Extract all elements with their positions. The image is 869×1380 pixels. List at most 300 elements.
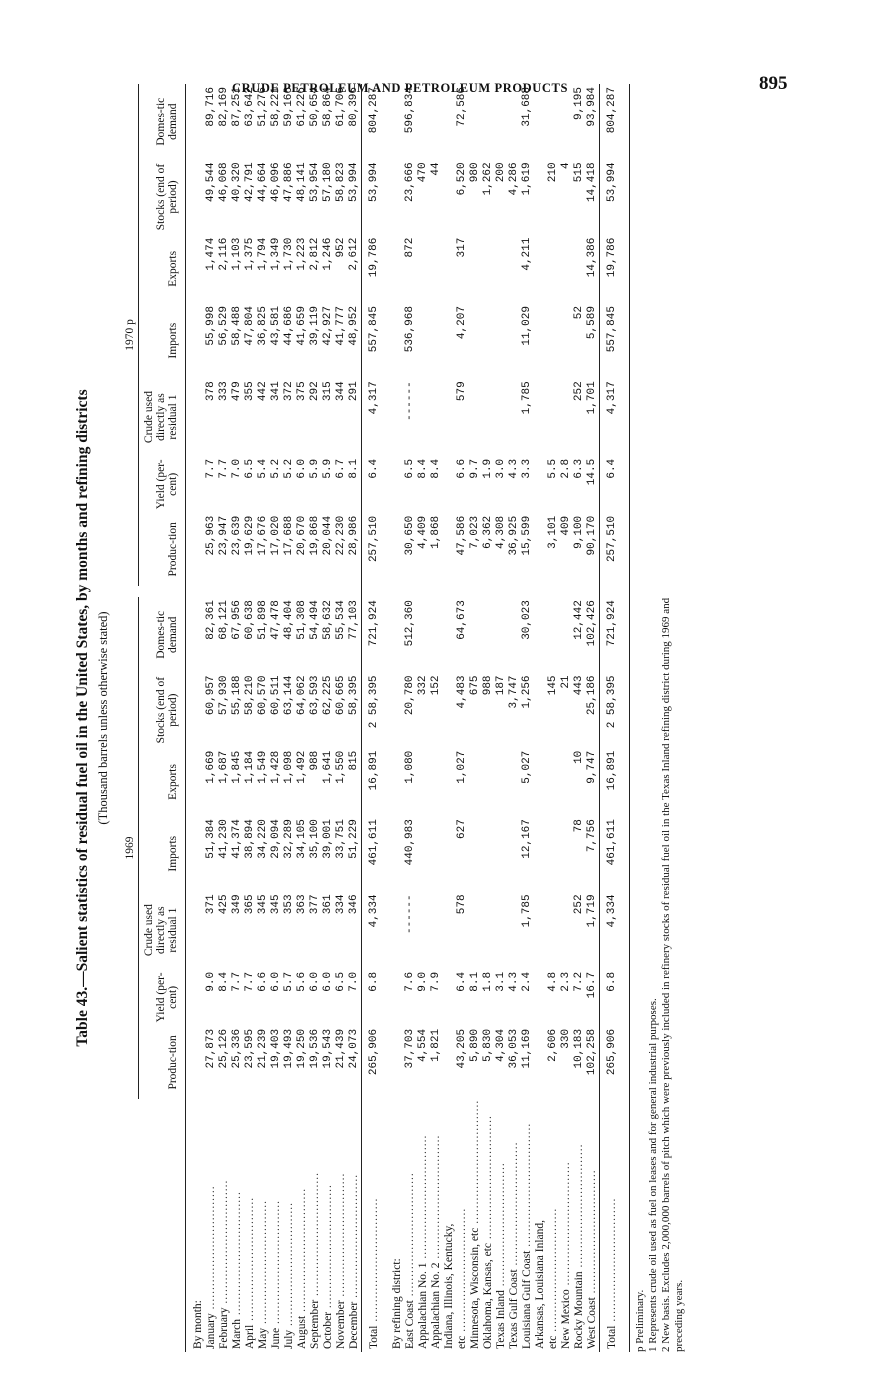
cell: 200: [495, 162, 507, 183]
cell: [385, 378, 404, 456]
cell: 5,890: [469, 1028, 481, 1062]
cell: [534, 303, 547, 378]
cell: [547, 816, 560, 891]
cell: 19,493: [283, 1028, 295, 1069]
cell: [508, 378, 521, 456]
cell: 1,641: [322, 750, 334, 784]
column-header: Stocks (end of period): [155, 163, 179, 231]
table-row: [335, 84, 348, 1352]
cell: [443, 816, 456, 891]
cell: 34,220: [257, 819, 269, 859]
cell: 34,105: [296, 819, 308, 859]
column-header: Domes-tic demand: [155, 97, 179, 146]
cell: [495, 84, 508, 159]
cell: [430, 597, 443, 672]
table-row: [296, 84, 309, 1352]
cell: [534, 597, 547, 672]
cell: [482, 235, 495, 303]
cell: [547, 378, 560, 456]
cell: 44: [430, 162, 442, 176]
cell: 33,751: [335, 819, 347, 859]
cell: 58,632: [322, 600, 334, 640]
cell: 102,258: [586, 1028, 598, 1076]
table-body: [186, 84, 624, 1352]
cell: 16,891: [362, 748, 386, 816]
table-row: [205, 84, 218, 1352]
table-title: Table 43.—Salient statistics of residual fuel oil in the United States, by months and refining districts: [74, 389, 91, 1047]
cell: 1.8: [482, 971, 494, 992]
cell: 1,184: [244, 750, 256, 784]
cell: 353: [283, 894, 295, 915]
cell: [186, 84, 206, 159]
cell: 93,984: [586, 87, 598, 127]
spacer: [573, 586, 586, 597]
cell: 47,478: [270, 600, 282, 640]
cell: 1,701: [586, 381, 598, 415]
row-label: Appalachian No. 2 ................................: [430, 1134, 442, 1349]
cell: [469, 84, 482, 159]
cell: 317: [456, 237, 468, 258]
cell: 6,520: [456, 162, 468, 196]
cell: 6.3: [573, 458, 585, 479]
cell: 479: [231, 381, 243, 402]
cell: [385, 513, 404, 586]
cell: [417, 748, 430, 816]
cell: 32,289: [283, 819, 295, 859]
cell: 596,834: [404, 87, 416, 134]
cell: [186, 378, 206, 456]
cell: [186, 159, 206, 234]
cell: [443, 1026, 456, 1099]
cell: 53,954: [309, 162, 321, 202]
cell: [482, 597, 495, 672]
cell: [469, 303, 482, 378]
cell: [186, 597, 206, 672]
table-row: [534, 84, 547, 1352]
column-header: Exports: [167, 250, 179, 287]
cell: 14.5: [586, 458, 598, 486]
cell: 17,676: [257, 515, 269, 556]
spacer: [244, 586, 257, 597]
cell: [417, 303, 430, 378]
cell: [469, 891, 482, 969]
spacer: [508, 586, 521, 597]
cell: [495, 748, 508, 816]
cell: 409: [560, 515, 572, 536]
cell: 7.7: [244, 971, 256, 992]
cell: 9.7: [469, 458, 481, 479]
cell: 2.3: [560, 971, 572, 992]
cell: 22,230: [335, 515, 347, 556]
cell: [417, 378, 430, 456]
cell: [385, 891, 404, 969]
cell: 80,396: [348, 87, 360, 127]
cell: 82,361: [205, 600, 217, 640]
column-header: Yield (per-cent): [155, 459, 179, 510]
cell: [547, 235, 560, 303]
cell: 341: [270, 381, 282, 402]
cell: 1,845: [231, 750, 243, 784]
cell: 152: [430, 675, 442, 696]
column-header: Exports: [167, 764, 179, 800]
cell: 11,029: [521, 306, 533, 346]
spacer: [417, 586, 430, 597]
cell: 265,906: [362, 1026, 386, 1099]
row-label: Total ................................: [600, 1099, 624, 1352]
cell: [186, 672, 206, 747]
cell: [534, 513, 547, 586]
cell: [534, 748, 547, 816]
cell: 5,830: [482, 1028, 494, 1062]
cell: 210: [547, 162, 559, 183]
cell: [534, 456, 547, 513]
cell: 54,494: [309, 600, 321, 640]
cell: 425: [218, 894, 230, 915]
cell: 9,100: [573, 515, 585, 549]
cell: [443, 672, 456, 747]
cell: 627: [456, 819, 468, 839]
cell: 4,304: [495, 1028, 507, 1062]
cell: [560, 597, 573, 672]
cell: 1,349: [270, 237, 282, 271]
cell: 60,665: [335, 675, 347, 716]
cell: 57,180: [322, 162, 334, 202]
cell: [547, 597, 560, 672]
cell: [534, 84, 547, 159]
row-label: West Coast ................................: [586, 1169, 598, 1349]
spacer: [257, 586, 270, 597]
cell: 46,068: [218, 162, 230, 202]
cell: 42,791: [244, 162, 256, 202]
cell: 1,428: [270, 750, 282, 784]
cell: 7,756: [586, 819, 598, 853]
cell: 1,375: [244, 237, 256, 271]
cell: 43,205: [456, 1028, 468, 1069]
cell: 36,825: [257, 306, 269, 346]
column-header: Produc-tion: [167, 1035, 179, 1090]
cell: 1,669: [205, 750, 217, 784]
cell: 7.0: [348, 971, 360, 992]
cell: 1,619: [521, 162, 533, 196]
cell: 63,144: [283, 675, 295, 716]
cell: 265,906: [600, 1026, 624, 1099]
cell: 5.9: [309, 458, 321, 479]
cell: [495, 378, 508, 456]
cell: 3.1: [495, 971, 507, 992]
cell: 7.6: [404, 971, 416, 992]
cell: 1,549: [257, 750, 269, 784]
row-label: March ................................: [231, 1191, 243, 1349]
cell: [482, 748, 495, 816]
cell: 8.4: [430, 458, 442, 479]
cell: [430, 378, 443, 456]
cell: [443, 456, 456, 513]
cell: 442: [257, 381, 269, 402]
cell: [385, 748, 404, 816]
cell: 25,126: [218, 1028, 230, 1069]
cell: [482, 84, 495, 159]
cell: 371: [205, 894, 217, 915]
cell: 377: [309, 894, 321, 915]
table-row: [417, 84, 430, 1352]
cell: 77,103: [348, 600, 360, 640]
cell: 345: [270, 894, 282, 915]
cell: 6.4: [600, 456, 624, 513]
cell: 51,276: [257, 87, 269, 127]
cell: 19,786: [362, 235, 386, 303]
column-header: Crude used directly as residual 1: [143, 904, 179, 957]
spacer: [205, 586, 218, 597]
cell: 440,983: [404, 819, 416, 866]
cell: [495, 597, 508, 672]
cell: 21,439: [335, 1028, 347, 1069]
cell: 1,246: [322, 237, 334, 271]
cell: 56,529: [218, 306, 230, 346]
column-header: Crude used directly as residual 1: [143, 391, 179, 444]
cell: 23,947: [218, 515, 230, 556]
cell: 59,166: [283, 87, 295, 127]
cell: 257,510: [362, 513, 386, 586]
row-label: August ................................: [296, 1187, 308, 1349]
cell: 4.3: [508, 458, 520, 479]
table-row: [443, 84, 456, 1352]
cell: 4,308: [495, 515, 507, 549]
cell: 46,096: [270, 162, 282, 202]
cell: [547, 748, 560, 816]
cell: 6.5: [335, 971, 347, 992]
cell: 1,730: [283, 237, 295, 271]
cell: 30,650: [404, 515, 416, 556]
row-label: Total ................................: [362, 1099, 386, 1352]
cell: 6.0: [296, 458, 308, 479]
cell: 90,170: [586, 515, 598, 556]
cell: 365: [244, 894, 256, 915]
cell: 5.9: [322, 458, 334, 479]
cell: 7.0: [231, 458, 243, 479]
table-row: [573, 84, 586, 1352]
cell: [482, 891, 495, 969]
cell: 40,320: [231, 162, 243, 202]
cell: 6.8: [362, 969, 386, 1026]
cell: [560, 84, 573, 159]
cell: [385, 1026, 404, 1099]
cell: 361: [322, 894, 334, 915]
row-label: Appalachian No. 1 ................................: [417, 1134, 429, 1349]
cell: 10,183: [573, 1028, 585, 1069]
table-row: [322, 84, 335, 1352]
row-label: Louisiana Gulf Coast ................................: [521, 1122, 533, 1349]
cell: [430, 748, 443, 816]
cell: 344: [335, 381, 347, 402]
footnote: 1 Represents crude oil used as fuel on leases and for general industrial purposes.: [647, 998, 659, 1352]
cell: 512,360: [404, 600, 416, 647]
cell: [469, 597, 482, 672]
cell: [469, 378, 482, 456]
cell: 19,786: [600, 235, 624, 303]
cell: 58,488: [231, 306, 243, 346]
cell: 804,287: [600, 84, 624, 159]
cell: 44,664: [257, 162, 269, 202]
cell: [186, 235, 206, 303]
cell: 16.7: [586, 971, 598, 999]
cell: [430, 303, 443, 378]
row-label: Indiana, Illinois, Kentucky,: [443, 1223, 455, 1349]
cell: 63,593: [309, 675, 321, 716]
table-row: [495, 84, 508, 1352]
spacer: [469, 586, 482, 597]
cell: 63,642: [244, 87, 256, 127]
row-label: December ................................: [348, 1173, 360, 1349]
cell: 19,868: [309, 515, 321, 556]
total-row: [362, 84, 386, 1352]
cell: [482, 378, 495, 456]
cell: 461,611: [362, 816, 386, 891]
cell: [186, 891, 206, 969]
row-label: June ................................: [270, 1200, 282, 1349]
cell: 25,963: [205, 515, 217, 556]
spacer: [348, 586, 362, 597]
cell: 51,384: [205, 819, 217, 859]
cell: 20,670: [296, 515, 308, 556]
cell: 64,062: [296, 675, 308, 716]
footnote: p Preliminary.: [634, 1289, 646, 1352]
cell: 72,586: [456, 87, 468, 127]
cell: [508, 303, 521, 378]
table-row: [560, 84, 573, 1352]
cell: 1,262: [482, 162, 494, 196]
cell: [430, 891, 443, 969]
cell: 62,225: [322, 675, 334, 716]
cell: 14,386: [586, 237, 598, 278]
cell: 980: [469, 162, 481, 183]
cell: 8.1: [348, 458, 360, 479]
cell: [534, 235, 547, 303]
cell: 461,611: [600, 816, 624, 891]
cell: [430, 235, 443, 303]
cell: 23,666: [404, 162, 416, 202]
row-label: East Coast ................................: [404, 1172, 416, 1349]
spacer: [404, 586, 417, 597]
cell: [385, 969, 404, 1026]
cell: 1,785: [521, 894, 533, 928]
cell: 4,207: [456, 306, 468, 340]
cell: [547, 84, 560, 159]
cell: 12,167: [521, 819, 533, 859]
cell: [560, 816, 573, 891]
cell: 60,570: [257, 675, 269, 716]
cell: 1,719: [586, 894, 598, 928]
cell: [534, 891, 547, 969]
cell: [443, 748, 456, 816]
cell: 7.7: [218, 458, 230, 479]
cell: 252: [573, 894, 585, 915]
table-row: [430, 84, 443, 1352]
column-header: Imports: [167, 322, 179, 359]
cell: 44,686: [283, 306, 295, 346]
spacer: [534, 586, 547, 597]
cell: 19,403: [270, 1028, 282, 1069]
spacer: [231, 586, 244, 597]
spacer: [430, 586, 443, 597]
cell: 1,550: [335, 750, 347, 784]
cell: 2.8: [560, 458, 572, 479]
cell: 4,211: [521, 237, 533, 271]
row-label: Oklahoma, Kansas, etc ................................: [482, 1115, 494, 1349]
spacer: [560, 586, 573, 597]
cell: 39,119: [309, 306, 321, 346]
cell: 988: [309, 750, 321, 771]
page-number: 895: [759, 73, 788, 94]
cell: 345: [257, 894, 269, 915]
cell: 2 58,395: [362, 672, 386, 747]
cell: [385, 159, 404, 234]
cell: 8.4: [417, 458, 429, 479]
cell: 60,957: [205, 675, 217, 716]
spacer: [456, 586, 469, 597]
spacer: [385, 586, 404, 597]
cell: 14,418: [586, 162, 598, 202]
cell: [443, 84, 456, 159]
cell: [508, 235, 521, 303]
cell: 49,544: [205, 162, 217, 202]
cell: 7.2: [573, 971, 585, 992]
cell: 58,864: [322, 87, 334, 127]
cell: 1.9: [482, 458, 494, 479]
cell: 6.0: [309, 971, 321, 992]
cell: 721,924: [362, 597, 386, 672]
table-row: [469, 84, 482, 1352]
cell: [385, 456, 404, 513]
cell: 6.6: [257, 971, 269, 992]
spacer: [482, 586, 495, 597]
cell: 48,952: [348, 306, 360, 346]
spacer: [495, 586, 508, 597]
cell: [443, 513, 456, 586]
cell: [186, 456, 206, 513]
cell: 23,595: [244, 1028, 256, 1069]
cell: 5.2: [283, 458, 295, 479]
cell: 1,794: [257, 237, 269, 271]
cell: [417, 597, 430, 672]
table-row: [348, 84, 362, 1352]
cell: 25,336: [231, 1028, 243, 1069]
cell: [430, 84, 443, 159]
cell: [508, 891, 521, 969]
spacer: [270, 586, 283, 597]
cell: 292: [309, 381, 321, 402]
table-row: [270, 84, 283, 1352]
cell: 48,141: [296, 162, 308, 202]
cell: [495, 891, 508, 969]
cell: [385, 303, 404, 378]
cell: 60,511: [270, 675, 282, 716]
cell: [482, 303, 495, 378]
cell: [534, 378, 547, 456]
cell: 89,716: [205, 87, 217, 127]
cell: 6.5: [404, 458, 416, 479]
cell: 37,703: [404, 1028, 416, 1069]
cell: 17,688: [283, 515, 295, 556]
cell: 557,845: [600, 303, 624, 378]
cell: 1,821: [430, 1028, 442, 1062]
cell: 17,020: [270, 515, 282, 556]
cell: 1,474: [205, 237, 217, 271]
cell: 4,554: [417, 1028, 429, 1062]
cell: [186, 969, 206, 1026]
cell: 4: [560, 162, 572, 169]
cell: 4,317: [600, 378, 624, 456]
table-row: [404, 84, 417, 1352]
